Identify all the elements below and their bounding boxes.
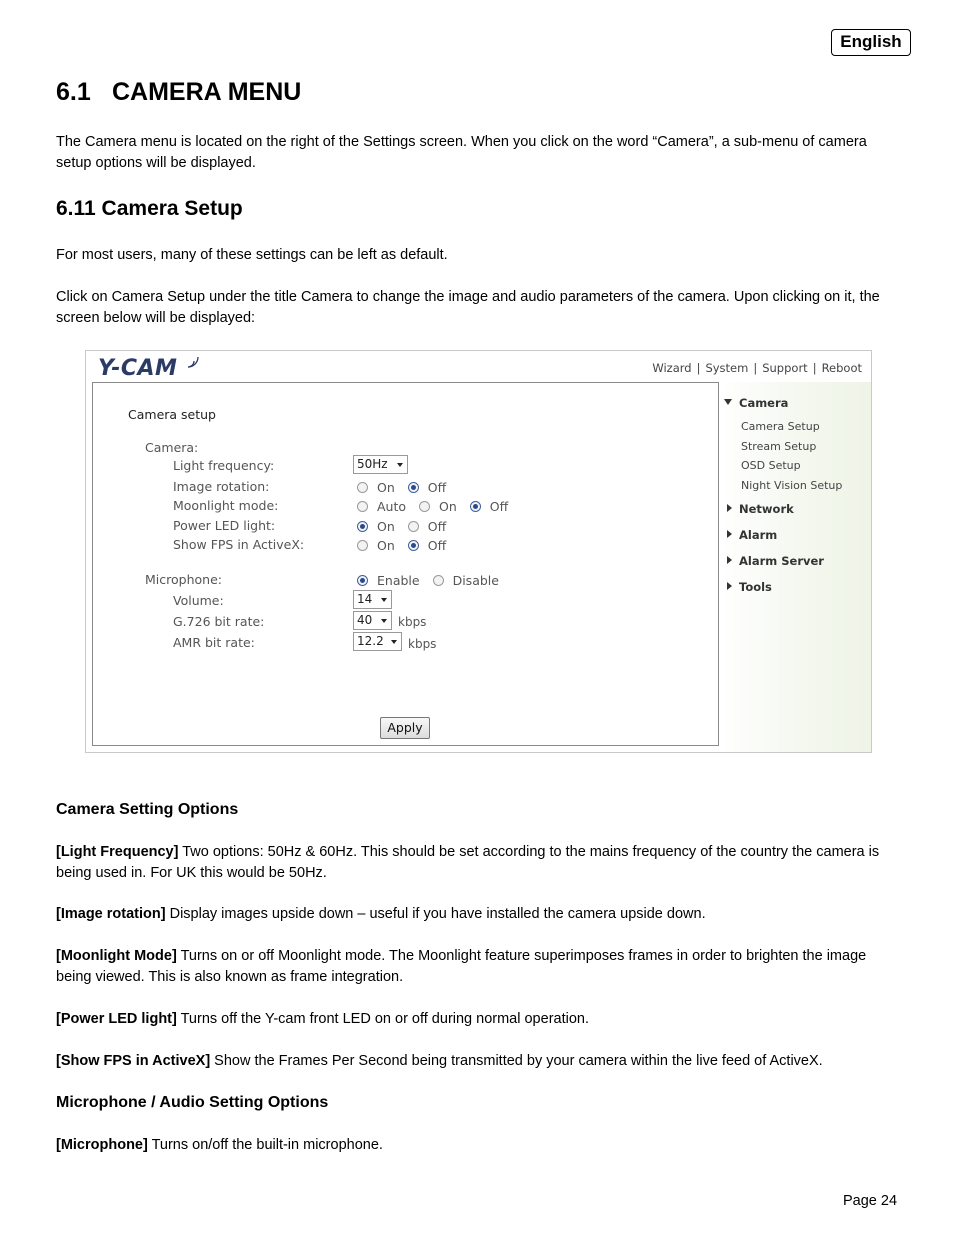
power-led-label: Power LED light: bbox=[173, 518, 276, 533]
term: [Microphone] bbox=[56, 1137, 148, 1153]
show-fps-off-radio[interactable] bbox=[408, 540, 419, 551]
show-fps-description bbox=[56, 1051, 901, 1072]
moonlight-on-radio[interactable] bbox=[419, 501, 430, 512]
intro-paragraph: The Camera menu is located on the right of the Settings screen. When you click on the word “Camera”, a sub-menu of camera setup options will be displayed. bbox=[56, 134, 867, 171]
show-fps-on-radio[interactable] bbox=[357, 540, 368, 551]
collapsed-arrow-icon bbox=[727, 504, 732, 512]
amr-label: AMR bit rate: bbox=[173, 635, 255, 650]
mic-options-heading: Microphone / Audio Setting Options bbox=[56, 1094, 329, 1111]
camera-options-heading: Camera Setting Options bbox=[56, 801, 239, 818]
camera-group-label: Camera: bbox=[145, 440, 199, 455]
light-frequency-description bbox=[56, 842, 901, 884]
term: [Image rotation] bbox=[56, 906, 166, 922]
moonlight-off-radio[interactable] bbox=[470, 501, 481, 512]
microphone-enable-radio[interactable] bbox=[357, 575, 368, 586]
term: [Light Frequency] bbox=[56, 844, 179, 860]
show-fps-options bbox=[357, 538, 459, 553]
light-frequency-label: Light frequency: bbox=[173, 458, 275, 473]
section-title: CAMERA MENU bbox=[112, 78, 302, 106]
image-rotation-on-label: On bbox=[377, 480, 395, 495]
screenshot-header bbox=[86, 351, 871, 381]
description: Show the Frames Per Second being transmitted by your camera within the live feed of ActiveX. bbox=[210, 1053, 823, 1069]
term: [Power LED light] bbox=[56, 1011, 177, 1027]
power-led-off-radio[interactable] bbox=[408, 521, 419, 532]
image-rotation-off-radio[interactable] bbox=[408, 482, 419, 493]
sidebar-item-alarm-server[interactable]: Alarm Server bbox=[739, 554, 824, 568]
nav-separator: | bbox=[812, 361, 817, 375]
term: [Moonlight Mode] bbox=[56, 948, 177, 964]
light-frequency-value: 50Hz bbox=[357, 457, 388, 471]
section-heading bbox=[56, 78, 301, 107]
power-led-on-radio[interactable] bbox=[357, 521, 368, 532]
microphone-options bbox=[357, 573, 512, 588]
subsection-heading: 6.11 Camera Setup bbox=[56, 197, 243, 220]
microphone-label: Microphone: bbox=[145, 572, 222, 587]
moonlight-mode-description bbox=[56, 946, 901, 988]
nav-support[interactable]: Support bbox=[762, 361, 808, 375]
microphone-disable-label: Disable bbox=[452, 573, 499, 588]
amr-unit: kbps bbox=[408, 637, 437, 651]
g726-value: 40 bbox=[357, 613, 373, 627]
camera-setup-screenshot bbox=[85, 350, 872, 753]
chevron-down-icon bbox=[381, 598, 387, 602]
moonlight-off-label: Off bbox=[489, 499, 509, 514]
nav-reboot[interactable]: Reboot bbox=[821, 361, 862, 375]
settings-sidebar bbox=[721, 382, 871, 752]
panel-title: Camera setup bbox=[128, 407, 216, 422]
description: Display images upside down – useful if you have installed the camera upside down. bbox=[165, 906, 706, 922]
show-fps-off-label: Off bbox=[427, 538, 447, 553]
volume-value: 14 bbox=[357, 592, 373, 606]
default-paragraph: For most users, many of these settings can be left as default. bbox=[56, 247, 448, 263]
collapsed-arrow-icon bbox=[727, 582, 732, 590]
nav-system[interactable]: System bbox=[705, 361, 749, 375]
sidebar-sub-camera-setup[interactable]: Camera Setup bbox=[741, 420, 820, 433]
power-led-options bbox=[357, 519, 459, 534]
amr-value: 12.2 bbox=[357, 634, 384, 648]
page-number: Page 24 bbox=[843, 1193, 898, 1209]
sidebar-item-network[interactable]: Network bbox=[739, 502, 794, 516]
moonlight-auto-radio[interactable] bbox=[357, 501, 368, 512]
top-navigation bbox=[652, 361, 862, 375]
moonlight-mode-options bbox=[357, 499, 521, 514]
collapsed-arrow-icon bbox=[727, 530, 732, 538]
show-fps-on-label: On bbox=[377, 538, 395, 553]
moonlight-mode-label: Moonlight mode: bbox=[173, 498, 279, 513]
sidebar-sub-osd-setup[interactable]: OSD Setup bbox=[741, 459, 801, 472]
g726-label: G.726 bit rate: bbox=[173, 614, 265, 629]
description: Turns on/off the built-in microphone. bbox=[147, 1137, 383, 1153]
description: Two options: 50Hz & 60Hz. This should be set according to the mains frequency of the country the camera is being used in. For UK this would be 50Hz. bbox=[56, 844, 880, 881]
nav-separator: | bbox=[696, 361, 701, 375]
chevron-down-icon bbox=[381, 619, 387, 623]
moonlight-auto-label: Auto bbox=[377, 499, 407, 514]
description: Turns on or off Moonlight mode. The Moonlight feature superimposes frames in order to brighten the image being viewed. This is also known as frame integration. bbox=[56, 948, 867, 985]
chevron-down-icon bbox=[397, 463, 403, 467]
microphone-description bbox=[56, 1135, 901, 1156]
image-rotation-on-radio[interactable] bbox=[357, 482, 368, 493]
microphone-enable-label: Enable bbox=[377, 573, 420, 588]
volume-label: Volume: bbox=[173, 593, 224, 608]
nav-separator: | bbox=[753, 361, 758, 375]
g726-select[interactable] bbox=[353, 611, 392, 630]
volume-select[interactable] bbox=[353, 590, 392, 609]
g726-unit: kbps bbox=[398, 615, 427, 629]
apply-button[interactable]: Apply bbox=[380, 717, 430, 739]
show-fps-label: Show FPS in ActiveX: bbox=[173, 537, 305, 552]
sidebar-item-tools[interactable]: Tools bbox=[739, 580, 772, 594]
language-badge: English bbox=[831, 29, 911, 56]
ycam-logo: Y-CAM bbox=[98, 356, 178, 381]
image-rotation-label: Image rotation: bbox=[173, 479, 270, 494]
microphone-disable-radio[interactable] bbox=[433, 575, 444, 586]
section-number: 6.1 bbox=[56, 78, 91, 106]
sidebar-sub-stream-setup[interactable]: Stream Setup bbox=[741, 440, 817, 453]
wireless-icon bbox=[186, 355, 200, 369]
sidebar-item-camera[interactable]: Camera bbox=[739, 396, 789, 410]
power-led-description bbox=[56, 1009, 901, 1030]
sidebar-item-alarm[interactable]: Alarm bbox=[739, 528, 778, 542]
moonlight-on-label: On bbox=[439, 499, 457, 514]
sidebar-sub-night-vision-setup[interactable]: Night Vision Setup bbox=[741, 479, 843, 492]
click-paragraph: Click on Camera Setup under the title Camera to change the image and audio parameters of the camera. Upon clicking on it, the screen below will be displayed: bbox=[56, 289, 880, 326]
nav-wizard[interactable]: Wizard bbox=[652, 361, 692, 375]
chevron-down-icon bbox=[391, 640, 397, 644]
image-rotation-off-label: Off bbox=[427, 480, 447, 495]
settings-panel bbox=[92, 382, 719, 746]
power-led-on-label: On bbox=[377, 519, 395, 534]
term: [Show FPS in ActiveX] bbox=[56, 1053, 211, 1069]
expanded-arrow-icon bbox=[724, 399, 732, 405]
description: Turns off the Y-cam front LED on or off during normal operation. bbox=[176, 1011, 589, 1027]
image-rotation-description bbox=[56, 904, 901, 925]
power-led-off-label: Off bbox=[427, 519, 447, 534]
amr-select[interactable] bbox=[353, 632, 402, 651]
image-rotation-options bbox=[357, 480, 459, 495]
collapsed-arrow-icon bbox=[727, 556, 732, 564]
light-frequency-select[interactable] bbox=[353, 455, 408, 474]
